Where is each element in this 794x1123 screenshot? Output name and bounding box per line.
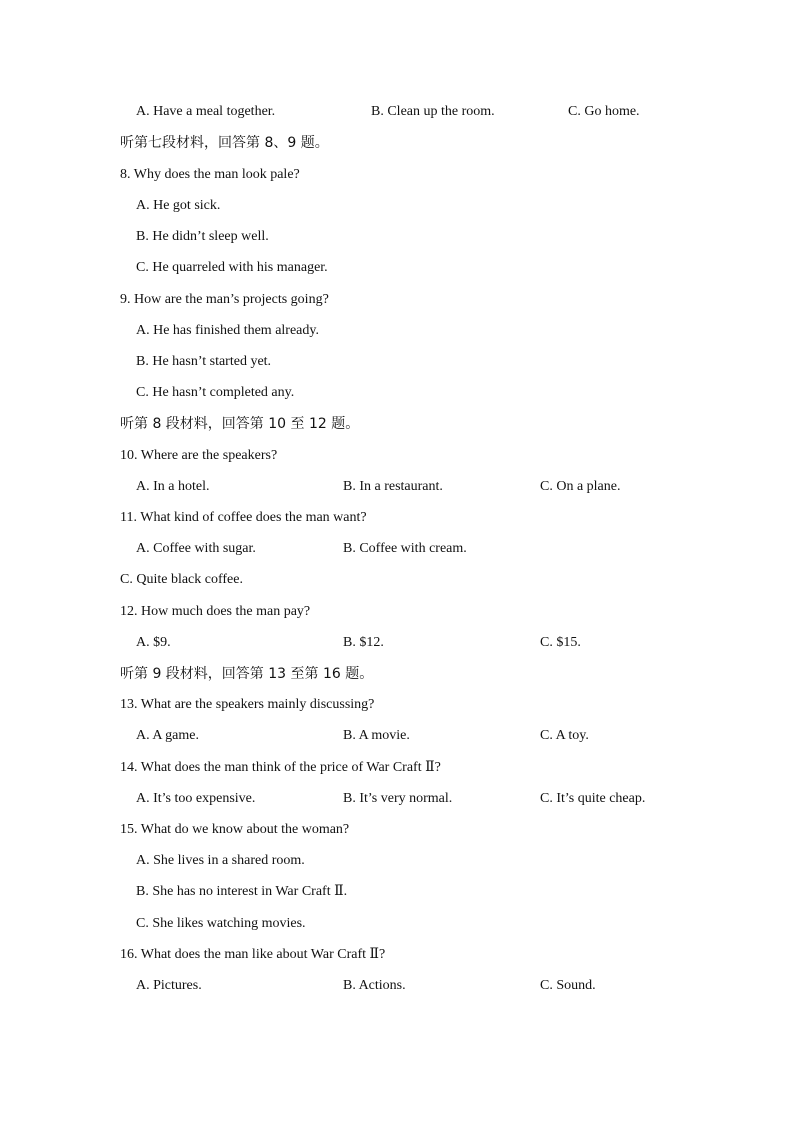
q16-option-a: A. Pictures.: [136, 978, 202, 993]
q14-option-a: A. It’s too expensive.: [136, 791, 256, 806]
q13-option-b: B. A movie.: [343, 728, 410, 743]
q14-option-c: C. It’s quite cheap.: [540, 791, 646, 806]
q13-option-c: C. A toy.: [540, 728, 589, 743]
q8-option-c: C. He quarreled with his manager.: [136, 260, 328, 275]
q10-option-b: B. In a restaurant.: [343, 479, 443, 494]
q9-option-b: B. He hasn’t started yet.: [136, 354, 272, 369]
q10-option-a: A. In a hotel.: [136, 479, 210, 494]
q13-option-a: A. A game.: [136, 728, 199, 743]
q12-stem: 12. How much does the man pay?: [120, 604, 311, 619]
q11-option-c: C. Quite black coffee.: [120, 572, 243, 587]
q14-options-row: [0, 789, 794, 809]
section7-header: 听第七段材料，回答第 8、9 题。: [120, 135, 329, 151]
q15-option-b: B. She has no interest in War Craft Ⅱ.: [136, 884, 348, 899]
q10-options-row: [0, 477, 794, 497]
section9-header: 听第 9 段材料，回答第 13 至第 16 题。: [120, 666, 374, 682]
q13-options-row: [0, 726, 794, 746]
q8-option-a: A. He got sick.: [136, 198, 221, 213]
q12-option-b: B. $12.: [343, 635, 384, 650]
q14-stem: 14. What does the man think of the price of War Craft Ⅱ?: [120, 760, 441, 775]
q12-options-row: [0, 633, 794, 653]
q7-option-b: B. Clean up the room.: [371, 104, 495, 119]
q16-option-c: C. Sound.: [540, 978, 596, 993]
q9-stem: 9. How are the man’s projects going?: [120, 292, 329, 307]
q14-option-b: B. It’s very normal.: [343, 791, 453, 806]
q7-option-c: C. Go home.: [568, 104, 640, 119]
q9-option-c: C. He hasn’t completed any.: [136, 385, 295, 400]
q10-stem: 10. Where are the speakers?: [120, 448, 278, 463]
q11-option-b: B. Coffee with cream.: [343, 541, 467, 556]
q16-option-b: B. Actions.: [343, 978, 406, 993]
q15-option-a: A. She lives in a shared room.: [136, 853, 305, 868]
q9-option-a: A. He has finished them already.: [136, 323, 319, 338]
q13-stem: 13. What are the speakers mainly discussing?: [120, 697, 375, 712]
q15-stem: 15. What do we know about the woman?: [120, 822, 350, 837]
q11-stem: 11. What kind of coffee does the man want?: [120, 510, 367, 525]
q16-options-row: [0, 976, 794, 996]
q8-option-b: B. He didn’t sleep well.: [136, 229, 269, 244]
q7-option-a: A. Have a meal together.: [136, 104, 276, 119]
q7-options-row: [0, 102, 794, 122]
q8-stem: 8. Why does the man look pale?: [120, 167, 300, 182]
q15-option-c: C. She likes watching movies.: [136, 916, 306, 931]
q16-stem: 16. What does the man like about War Craft Ⅱ?: [120, 947, 386, 962]
q11-options-row: [0, 539, 794, 559]
q12-option-a: A. $9.: [136, 635, 171, 650]
q12-option-c: C. $15.: [540, 635, 581, 650]
q11-option-a: A. Coffee with sugar.: [136, 541, 256, 556]
section8-header: 听第 8 段材料，回答第 10 至 12 题。: [120, 416, 360, 432]
q10-option-c: C. On a plane.: [540, 479, 621, 494]
